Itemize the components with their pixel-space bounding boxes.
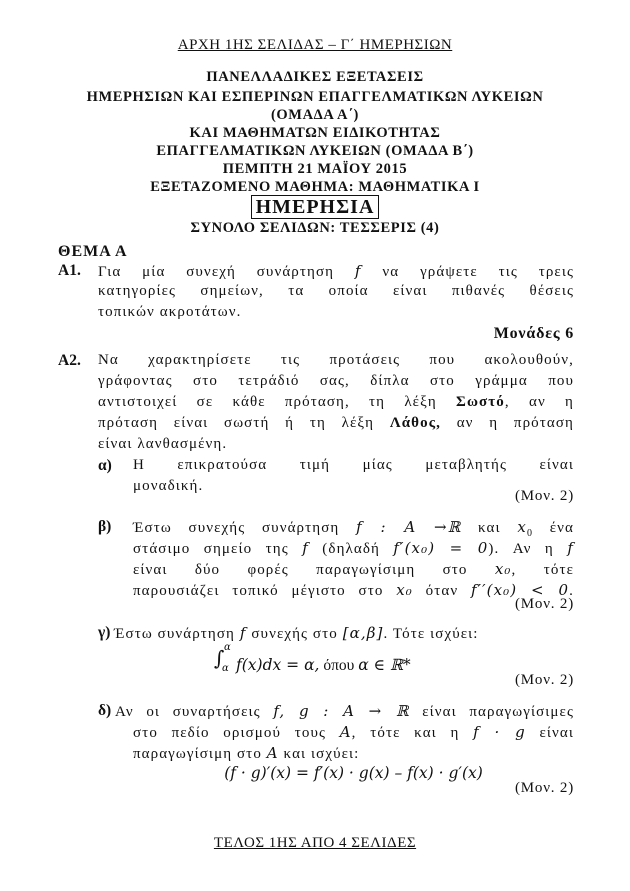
a2-label: Α2. [58,352,81,369]
exam-type-box-wrap [0,195,630,219]
item-d-points: (Μον. 2) [514,780,574,796]
item-d-label: δ) [98,702,112,719]
title-line-5: ΕΠΑΓΓΕΛΜΑΤΙΚΩΝ ΛΥΚΕΙΩΝ (ΟΜΑΔΑ Β΄) [156,143,474,159]
item-c-label: γ) [98,624,111,641]
a2-line-4: πρόταση είναι σωστή ή τη λέξη Λάθος, αν η πρόταση [98,415,574,431]
title-line-3: (ΟΜΑΔΑ Α΄) [271,107,359,123]
a2-line-2: γράφοντας στο τετράδιό σας, δίπλα στο γράμμα που [98,373,574,389]
integral-lower: α [222,663,229,674]
title-line-1: ΠΑΝΕΛΛΑΔΙΚΕΣ ΕΞΕΤΑΣΕΙΣ [206,69,424,85]
item-a-points: (Μον. 2) [514,488,574,504]
item-c-line-1: Έστω συνάρτηση f συνεχής στο [α,β]. Τότε ισχύει: [114,624,479,642]
a1-label: Α1. [58,262,81,279]
item-b-line-1: Έστω συνεχής συνάρτηση f : A →ℝ και $x_0$ ένα [133,518,575,539]
a2-line-3: αντιστοιχεί σε κάθε πρόταση, τη λέξη Σωστό, αν η [98,394,574,410]
a2-line-1: Να χαρακτηρίσετε τις προτάσεις που ακολουθούν, [98,352,574,368]
page-header: ΑΡΧΗ 1ΗΣ ΣΕΛΙΔΑΣ – Γ΄ ΗΜΕΡΗΣΙΩΝ [177,37,453,53]
title-line-8: ΣΥΝΟΛΟ ΣΕΛΙΔΩΝ: ΤΕΣΣΕΡΙΣ (4) [190,220,440,236]
item-d-line-3: παραγωγίσιμη στο A και ισχύει: [133,744,360,762]
item-b-line-3: είναι δύο φορές παραγωγίσιμη στο x₀, τότε [133,560,574,578]
item-b-points: (Μον. 2) [514,596,574,612]
item-b-line-4: παρουσιάζει τοπικό μέγιστο στο x₀ όταν f′′(x₀) < 0. [133,581,574,599]
a1-line-2: κατηγορίες σημείων, τα οποία είναι πιθανές θέσεις [98,283,574,299]
a1-line-3: τοπικών ακροτάτων. [98,304,242,320]
title-line-7: ΕΞΕΤΑΖΟΜΕΝΟ ΜΑΘΗΜΑ: ΜΑΘΗΜΑΤΙΚΑ Ι [150,179,480,195]
item-d-formula: (f · g)′(x) = f′(x) · g(x) – f(x) · g′(x) [224,764,483,782]
item-c-points: (Μον. 2) [514,672,574,688]
item-d-line-1: Αν οι συναρτήσεις f, g : A → ℝ είναι παραγωγίσιμες [115,702,574,720]
integral-upper: α [224,642,231,653]
item-d-line-2: στο πεδίο ορισμού τους A, τότε και η f · g είναι [133,723,574,741]
title-line-2: ΗΜΕΡΗΣΙΩΝ ΚΑΙ ΕΣΠΕΡΙΝΩΝ ΕΠΑΓΓΕΛΜΑΤΙΚΩΝ ΛΥΚΕΙΩΝ [86,89,544,105]
exam-type-box: ΗΜΕΡΗΣΙΑ [251,195,380,219]
item-a-line-2: μοναδική. [133,478,204,494]
item-b-line-2: στάσιμο σημείο της f (δηλαδή f′(x₀) = 0). Αν η f [133,539,574,557]
a1-line-1: Για μία συνεχή συνάρτηση f να γράψετε τις τρεις [98,262,574,280]
integral-sign: ∫ [214,646,225,670]
item-c-formula: ∫ α α f(x)dx = α, όπου α ∈ ℝ* [214,642,411,674]
theme-heading: ΘΕΜΑ Α [58,243,128,260]
a2-line-5: είναι λανθασμένη. [98,436,228,452]
page-footer: ΤΕΛΟΣ 1ΗΣ ΑΠΟ 4 ΣΕΛΙΔΕΣ [213,835,417,851]
a1-points: Μονάδες 6 [493,325,574,342]
title-line-6: ΠΕΜΠΤΗ 21 ΜΑΪΟΥ 2015 [222,161,408,177]
title-line-4: ΚΑΙ ΜΑΘΗΜΑΤΩΝ ΕΙΔΙΚΟΤΗΤΑΣ [189,125,441,141]
item-b-label: β) [98,518,112,535]
item-a-label: α) [98,457,112,474]
item-a-line-1: Η επικρατούσα τιμή μίας μεταβλητής είναι [133,457,574,473]
